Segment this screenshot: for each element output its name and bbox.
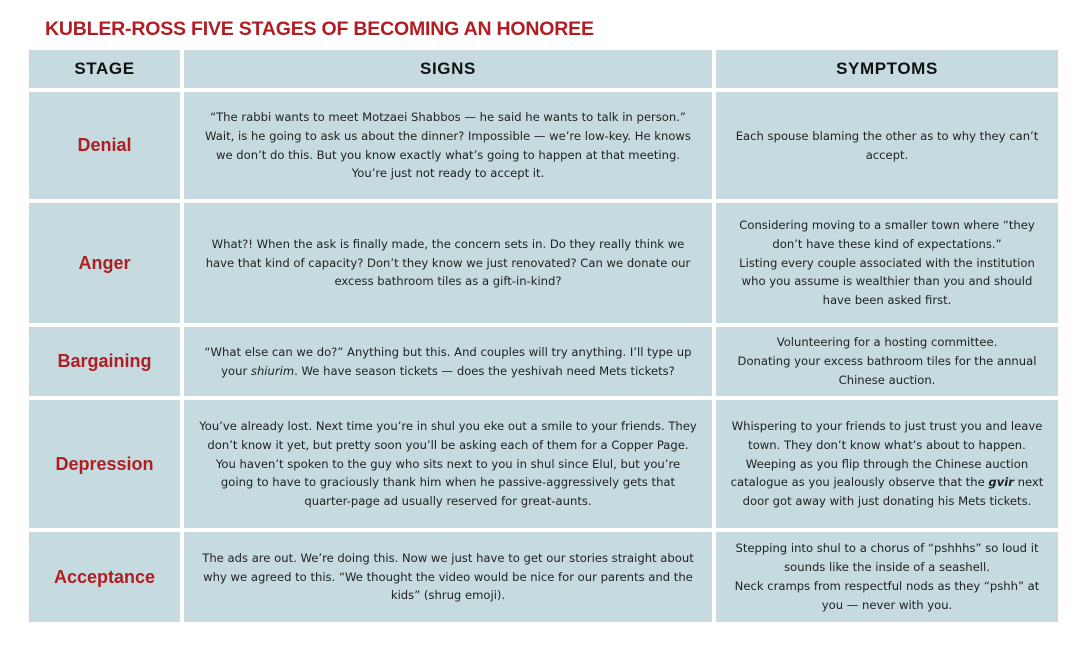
symptoms-anger [716,203,1058,323]
symptoms-depression [716,400,1058,528]
signs-denial [184,92,712,199]
symptom-text: Each spouse blaming the other as to why they can’t accept. [735,128,1039,162]
signs-text: “The rabbi wants to meet Motzaei Shabbos — he said he wants to talk in person.” Wait, is he going to ask us about the dinner? Impossible — we’re low-key. He knows we don’t do this. But you know exactly what’s going to happen at that meeting. You’re just not ready to accept it. [205,109,691,181]
stage-depression: Depression [29,400,180,528]
signs-text: What?! When the ask is finally made, the concern sets in. Do they really think we have that kind of capacity? Don’t they know we just renovated? Can we donate our excess bathroom tiles as a gift-in-kind? [205,236,691,289]
signs-text-italic: shiurim [250,363,295,378]
signs-text: The ads are out. We’re doing this. Now we just have to get our stories straight about why we agreed to this. “We thought the video would be nice for our parents and the kids” (shrug emoji). [202,550,694,603]
stage-anger: Anger [29,203,180,323]
symptom-text-part: Weeping as you flip through the Chinese auction catalogue as you jealously observe that the [730,456,1029,490]
symptom-text: Listing every couple associated with the institution who you assume is wealthier than you and should have been asked first. [739,255,1035,308]
signs-depression [184,400,712,528]
signs-bargaining [184,327,712,396]
signs-text: You’ve already lost. Next time you’re in shul you eke out a smile to your friends. They don’t know it yet, but pretty soon you’ll be asking each of them for a Copper Page. You haven’t spoken to the guy who sits next to you in shul since Elul, but you’re going to have to graciously thank him when he passive-aggressively gets that quarter-page ad usually reserved for great-aunts. [199,419,697,509]
signs-text-part: . We have season tickets — does the yeshivah need Mets tickets? [294,363,675,378]
header-stage: STAGE [29,50,180,88]
stages-table [29,50,1058,622]
symptom-text: Whispering to your friends to just trust you and leave town. They don’t know what’s about to happen. [731,419,1043,452]
symptom-text-part: next door got away with just donating his Mets tickets. [742,475,1044,509]
symptoms-denial [716,92,1058,199]
stage-acceptance: Acceptance [29,532,180,622]
header-symptoms: SYMPTOMS [716,50,1058,88]
stage-bargaining: Bargaining [29,327,180,396]
symptom-text: Neck cramps from respectful nods as they “pshh” at you — never with you. [734,579,1040,612]
symptom-text: Donating your excess bathroom tiles for the annual Chinese auction. [737,354,1037,387]
signs-text-part: “What else can we do?” Anything but this. And couples will try anything. I’ll type up your [204,344,692,378]
signs-text [198,343,698,381]
symptom-text: Considering moving to a smaller town where “they don’t have these kind of expectations.” [739,218,1035,251]
symptoms-bargaining [716,327,1058,396]
signs-anger [184,203,712,323]
symptoms-acceptance [716,532,1058,622]
header-signs: SIGNS [184,50,712,88]
stage-denial: Denial [29,92,180,199]
symptom-text: Stepping into shul to a chorus of “pshhhs” so loud it sounds like the inside of a seashell. [735,541,1039,575]
symptom-text-bold-italic: gvir [988,475,1014,490]
page-title: KUBLER-ROSS FIVE STAGES OF BECOMING AN HONOREE [45,18,594,40]
signs-acceptance [184,532,712,622]
symptom-text [728,455,1046,511]
symptom-text: Volunteering for a hosting committee. [776,335,998,350]
